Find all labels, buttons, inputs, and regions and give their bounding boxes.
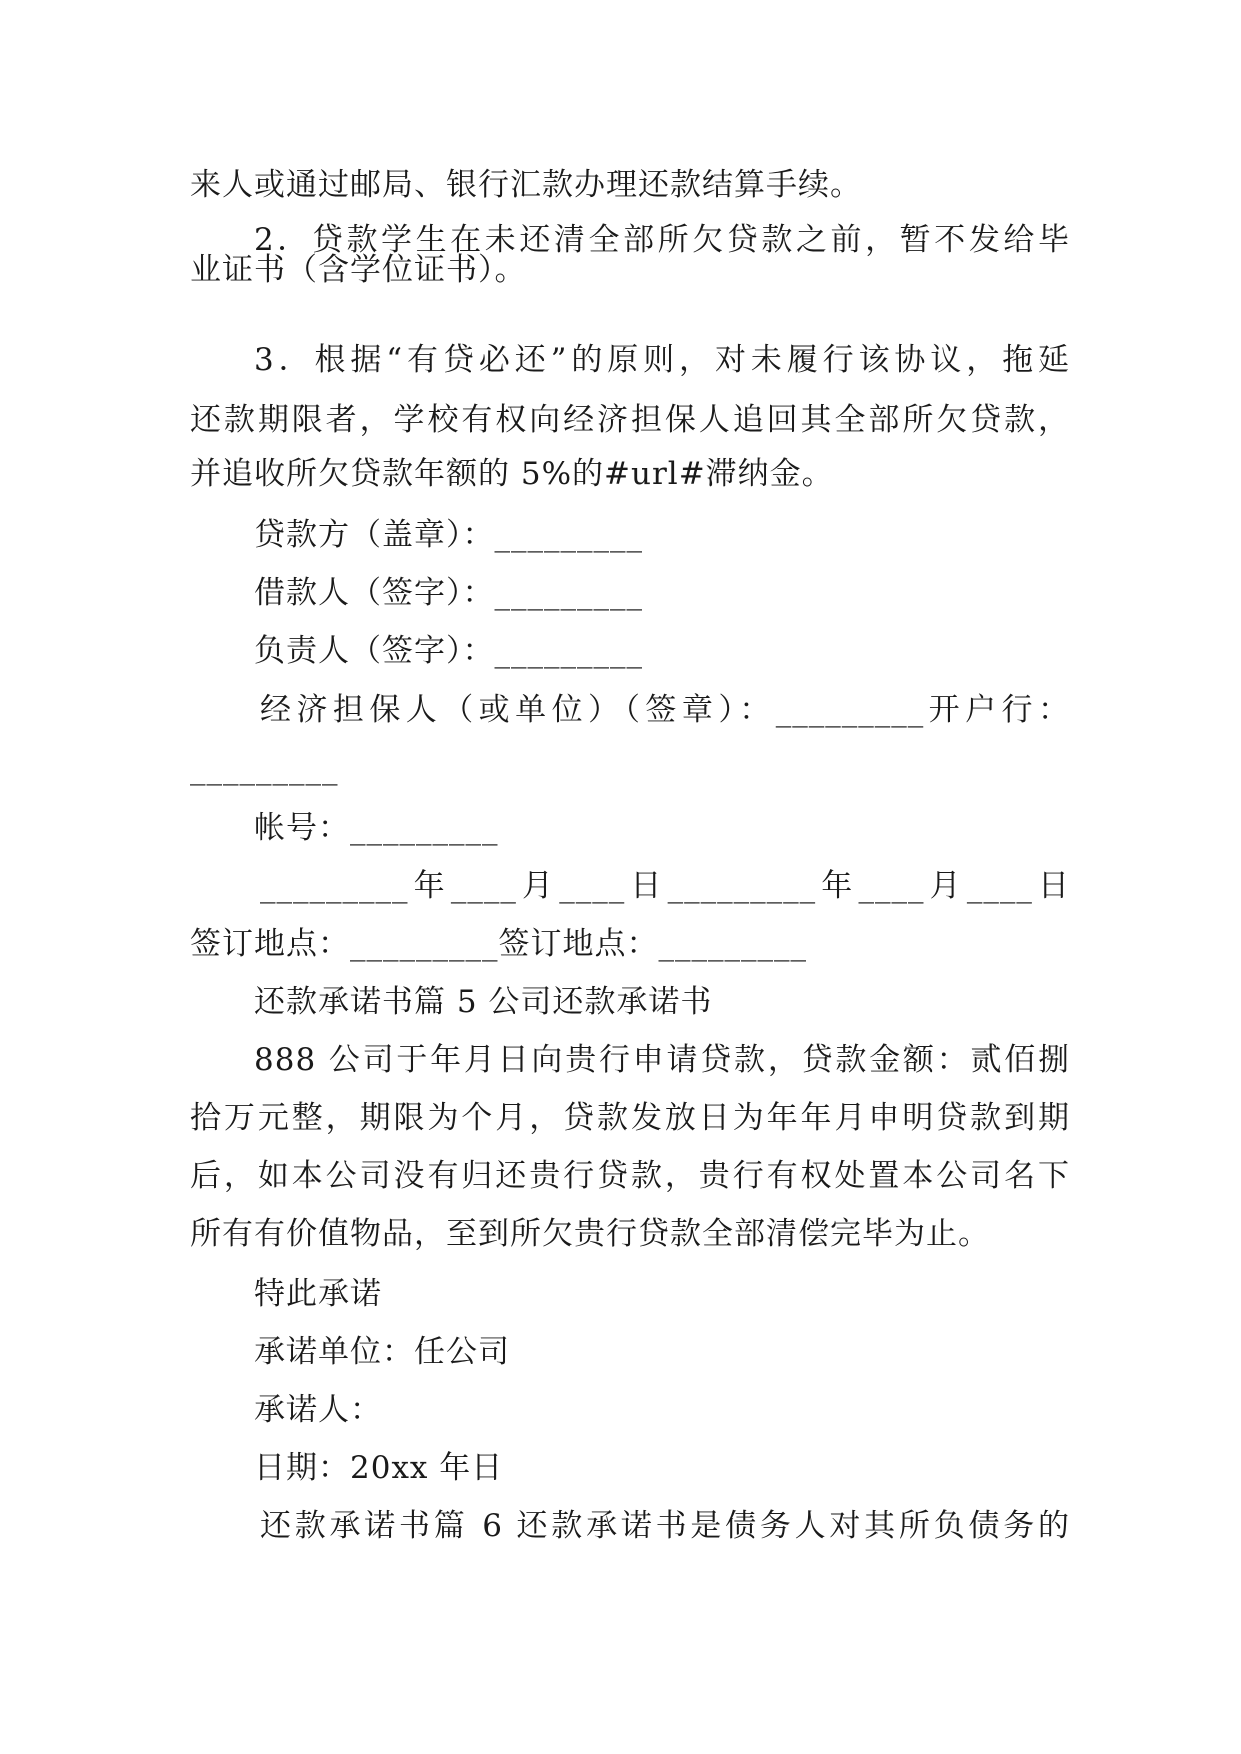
text-line: 业证书（含学位证书）。	[190, 252, 527, 288]
signing-place: 签订地点：_________签订地点：_________	[190, 926, 807, 962]
text-line: 3．根据“有贷必还”的原则，对未履行该协议，拖延	[254, 342, 1070, 378]
signature-guarantor: 经济担保人（或单位）（签章）：_________开户行：	[260, 692, 1070, 728]
section-heading: 还款承诺书篇 6 还款承诺书是债务人对其所负债务的	[260, 1508, 1070, 1544]
promising-unit: 承诺单位：任公司	[254, 1334, 510, 1370]
date-line: _________年____月____日_________年____月____日	[260, 868, 1070, 904]
promisor: 承诺人：	[254, 1392, 382, 1428]
section-heading: 还款承诺书篇 5 公司还款承诺书	[254, 984, 713, 1020]
blank-line: _________	[190, 750, 339, 786]
text-line: 还款期限者，学校有权向经济担保人追回其全部所欠贷款，	[190, 402, 1070, 438]
text-line: 后，如本公司没有归还贵行贷款，贵行有权处置本公司名下	[190, 1158, 1070, 1194]
text-line: 特此承诺	[254, 1276, 382, 1312]
text-line: 来人或通过邮局、银行汇款办理还款结算手续。	[190, 167, 862, 203]
signature-responsible: 负责人（签字）：_________	[254, 633, 643, 669]
text-line: 2．贷款学生在未还清全部所欠贷款之前，暂不发给毕	[254, 222, 1070, 258]
text-line: 并追收所欠贷款年额的 5%的#url#滞纳金。	[190, 456, 834, 492]
signature-borrower: 借款人（签字）：_________	[254, 575, 643, 611]
text-line: 所有有价值物品，至到所欠贵行贷款全部清偿完毕为止。	[190, 1216, 990, 1252]
text-line: 888 公司于年月日向贵行申请贷款，贷款金额：贰佰捌	[254, 1042, 1070, 1078]
date: 日期：20xx 年日	[254, 1450, 504, 1486]
signature-lender: 贷款方（盖章）：_________	[254, 517, 643, 553]
text-line: 拾万元整，期限为个月，贷款发放日为年年月申明贷款到期	[190, 1100, 1070, 1136]
account-number: 帐号：_________	[254, 810, 499, 846]
